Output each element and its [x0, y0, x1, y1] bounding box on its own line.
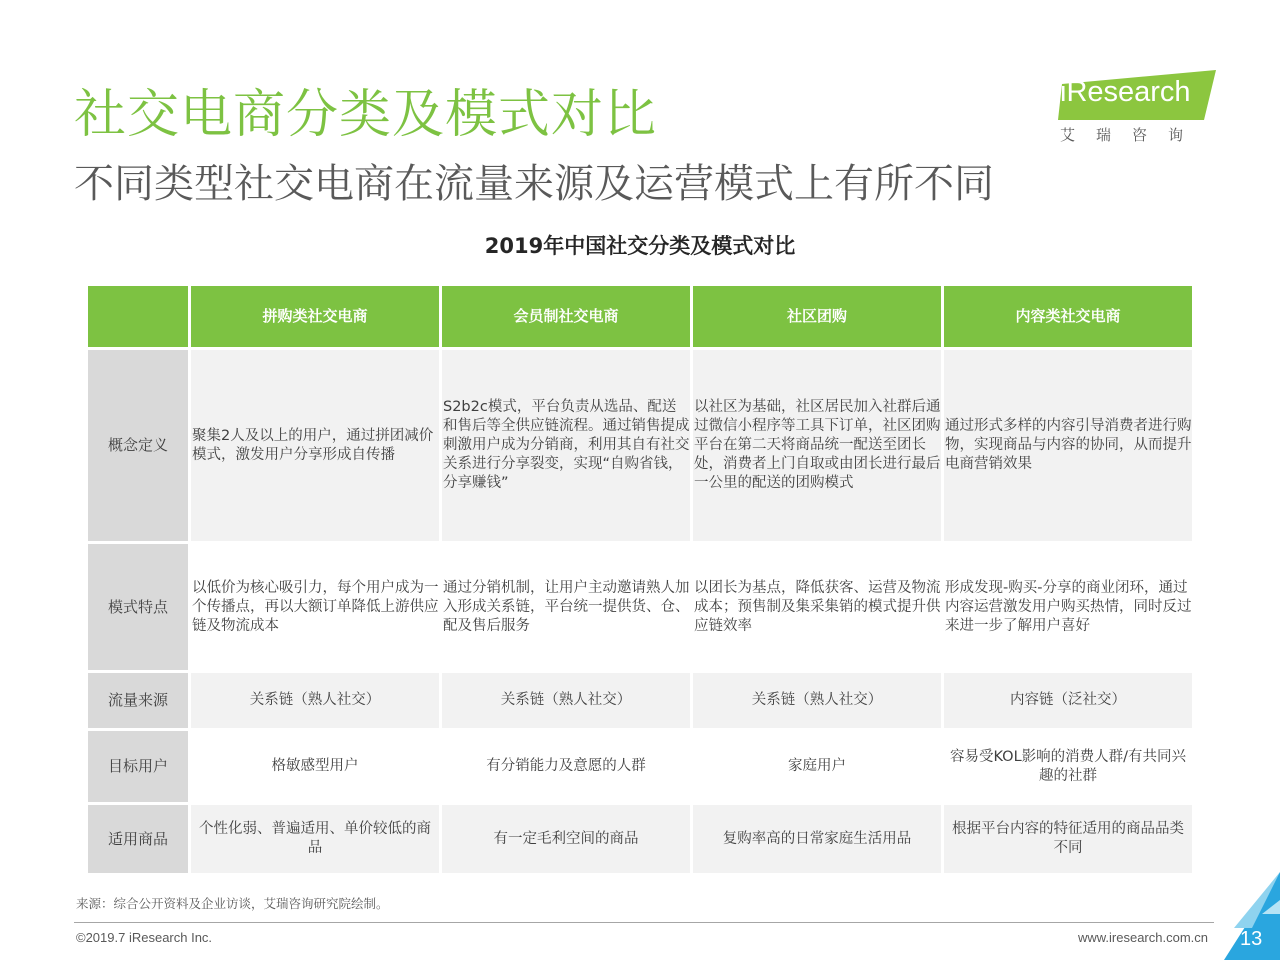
source-note: 来源：综合公开资料及企业访谈，艾瑞咨询研究院绘制。: [76, 896, 389, 911]
column-header: 内容类社交电商: [944, 286, 1192, 347]
table-cell: 聚集2人及以上的用户，通过拼团减价模式，激发用户分享形成自传播: [191, 350, 439, 541]
table-cell: 个性化弱、普遍适用、单价较低的商品: [191, 805, 439, 873]
iresearch-logo: [1052, 66, 1224, 156]
table-cell: 以团长为基点，降低获客、运营及物流成本；预售制及集采集销的模式提升供应链效率: [693, 544, 941, 670]
logo-wordmark: iResearch: [1060, 76, 1191, 108]
row-label: 模式特点: [88, 544, 188, 670]
column-header: 社区团购: [693, 286, 941, 347]
website-link[interactable]: www.iresearch.com.cn: [1077, 930, 1208, 945]
table-cell: 关系链（熟人社交）: [442, 673, 690, 728]
table-cell: S2b2c模式，平台负责从选品、配送和售后等全供应链流程。通过销售提成刺激用户成为分销商，利用其自有社交关系进行分享裂变，实现“自购省钱，分享赚钱”: [442, 350, 690, 541]
table-cell: 形成发现-购买-分享的商业闭环，通过内容运营激发用户购买热情，同时反过来进一步了解用户喜好: [944, 544, 1192, 670]
row-label: 概念定义: [88, 350, 188, 541]
page-subtitle: 不同类型社交电商在流量来源及运营模式上有所不同: [74, 161, 994, 207]
logo-chinese: 艾瑞咨询: [1060, 126, 1205, 144]
table-cell: 关系链（熟人社交）: [693, 673, 941, 728]
comparison-table: [88, 286, 1192, 862]
table-cell: 内容链（泛社交）: [944, 673, 1192, 728]
page-number: 13: [1240, 928, 1263, 950]
table-cell: 家庭用户: [693, 731, 941, 802]
row-label: 目标用户: [88, 731, 188, 802]
table-cell: 以社区为基础，社区居民加入社群后通过微信小程序等工具下订单，社区团购平台在第二天将商品统一配送至团长处，消费者上门自取或由团长进行最后一公里的配送的团购模式: [693, 350, 941, 541]
table-cell: 有一定毛利空间的商品: [442, 805, 690, 873]
table-cell: 关系链（熟人社交）: [191, 673, 439, 728]
table-cell: 容易受KOL影响的消费人群/有共同兴趣的社群: [944, 731, 1192, 802]
column-header: 会员制社交电商: [442, 286, 690, 347]
row-label: 流量来源: [88, 673, 188, 728]
table-title: 2019年中国社交分类及模式对比: [484, 234, 796, 258]
table-cell: 有分销能力及意愿的人群: [442, 731, 690, 802]
copyright: ©2019.7 iResearch Inc.: [76, 930, 213, 945]
header-corner-cell: [88, 286, 188, 347]
table-cell: 格敏感型用户: [191, 731, 439, 802]
table-cell: 通过形式多样的内容引导消费者进行购物，实现商品与内容的协同，从而提升电商营销效果: [944, 350, 1192, 541]
row-label: 适用商品: [88, 805, 188, 873]
table-cell: 以低价为核心吸引力，每个用户成为一个传播点，再以大额订单降低上游供应链及物流成本: [191, 544, 439, 670]
footer-divider: [74, 922, 1214, 923]
table-cell: 根据平台内容的特征适用的商品品类不同: [944, 805, 1192, 873]
table-cell: 通过分销机制，让用户主动邀请熟人加入形成关系链，平台统一提供货、仓、配及售后服务: [442, 544, 690, 670]
table-cell: 复购率高的日常家庭生活用品: [693, 805, 941, 873]
column-header: 拼购类社交电商: [191, 286, 439, 347]
page-title: 社交电商分类及模式对比: [74, 85, 658, 145]
